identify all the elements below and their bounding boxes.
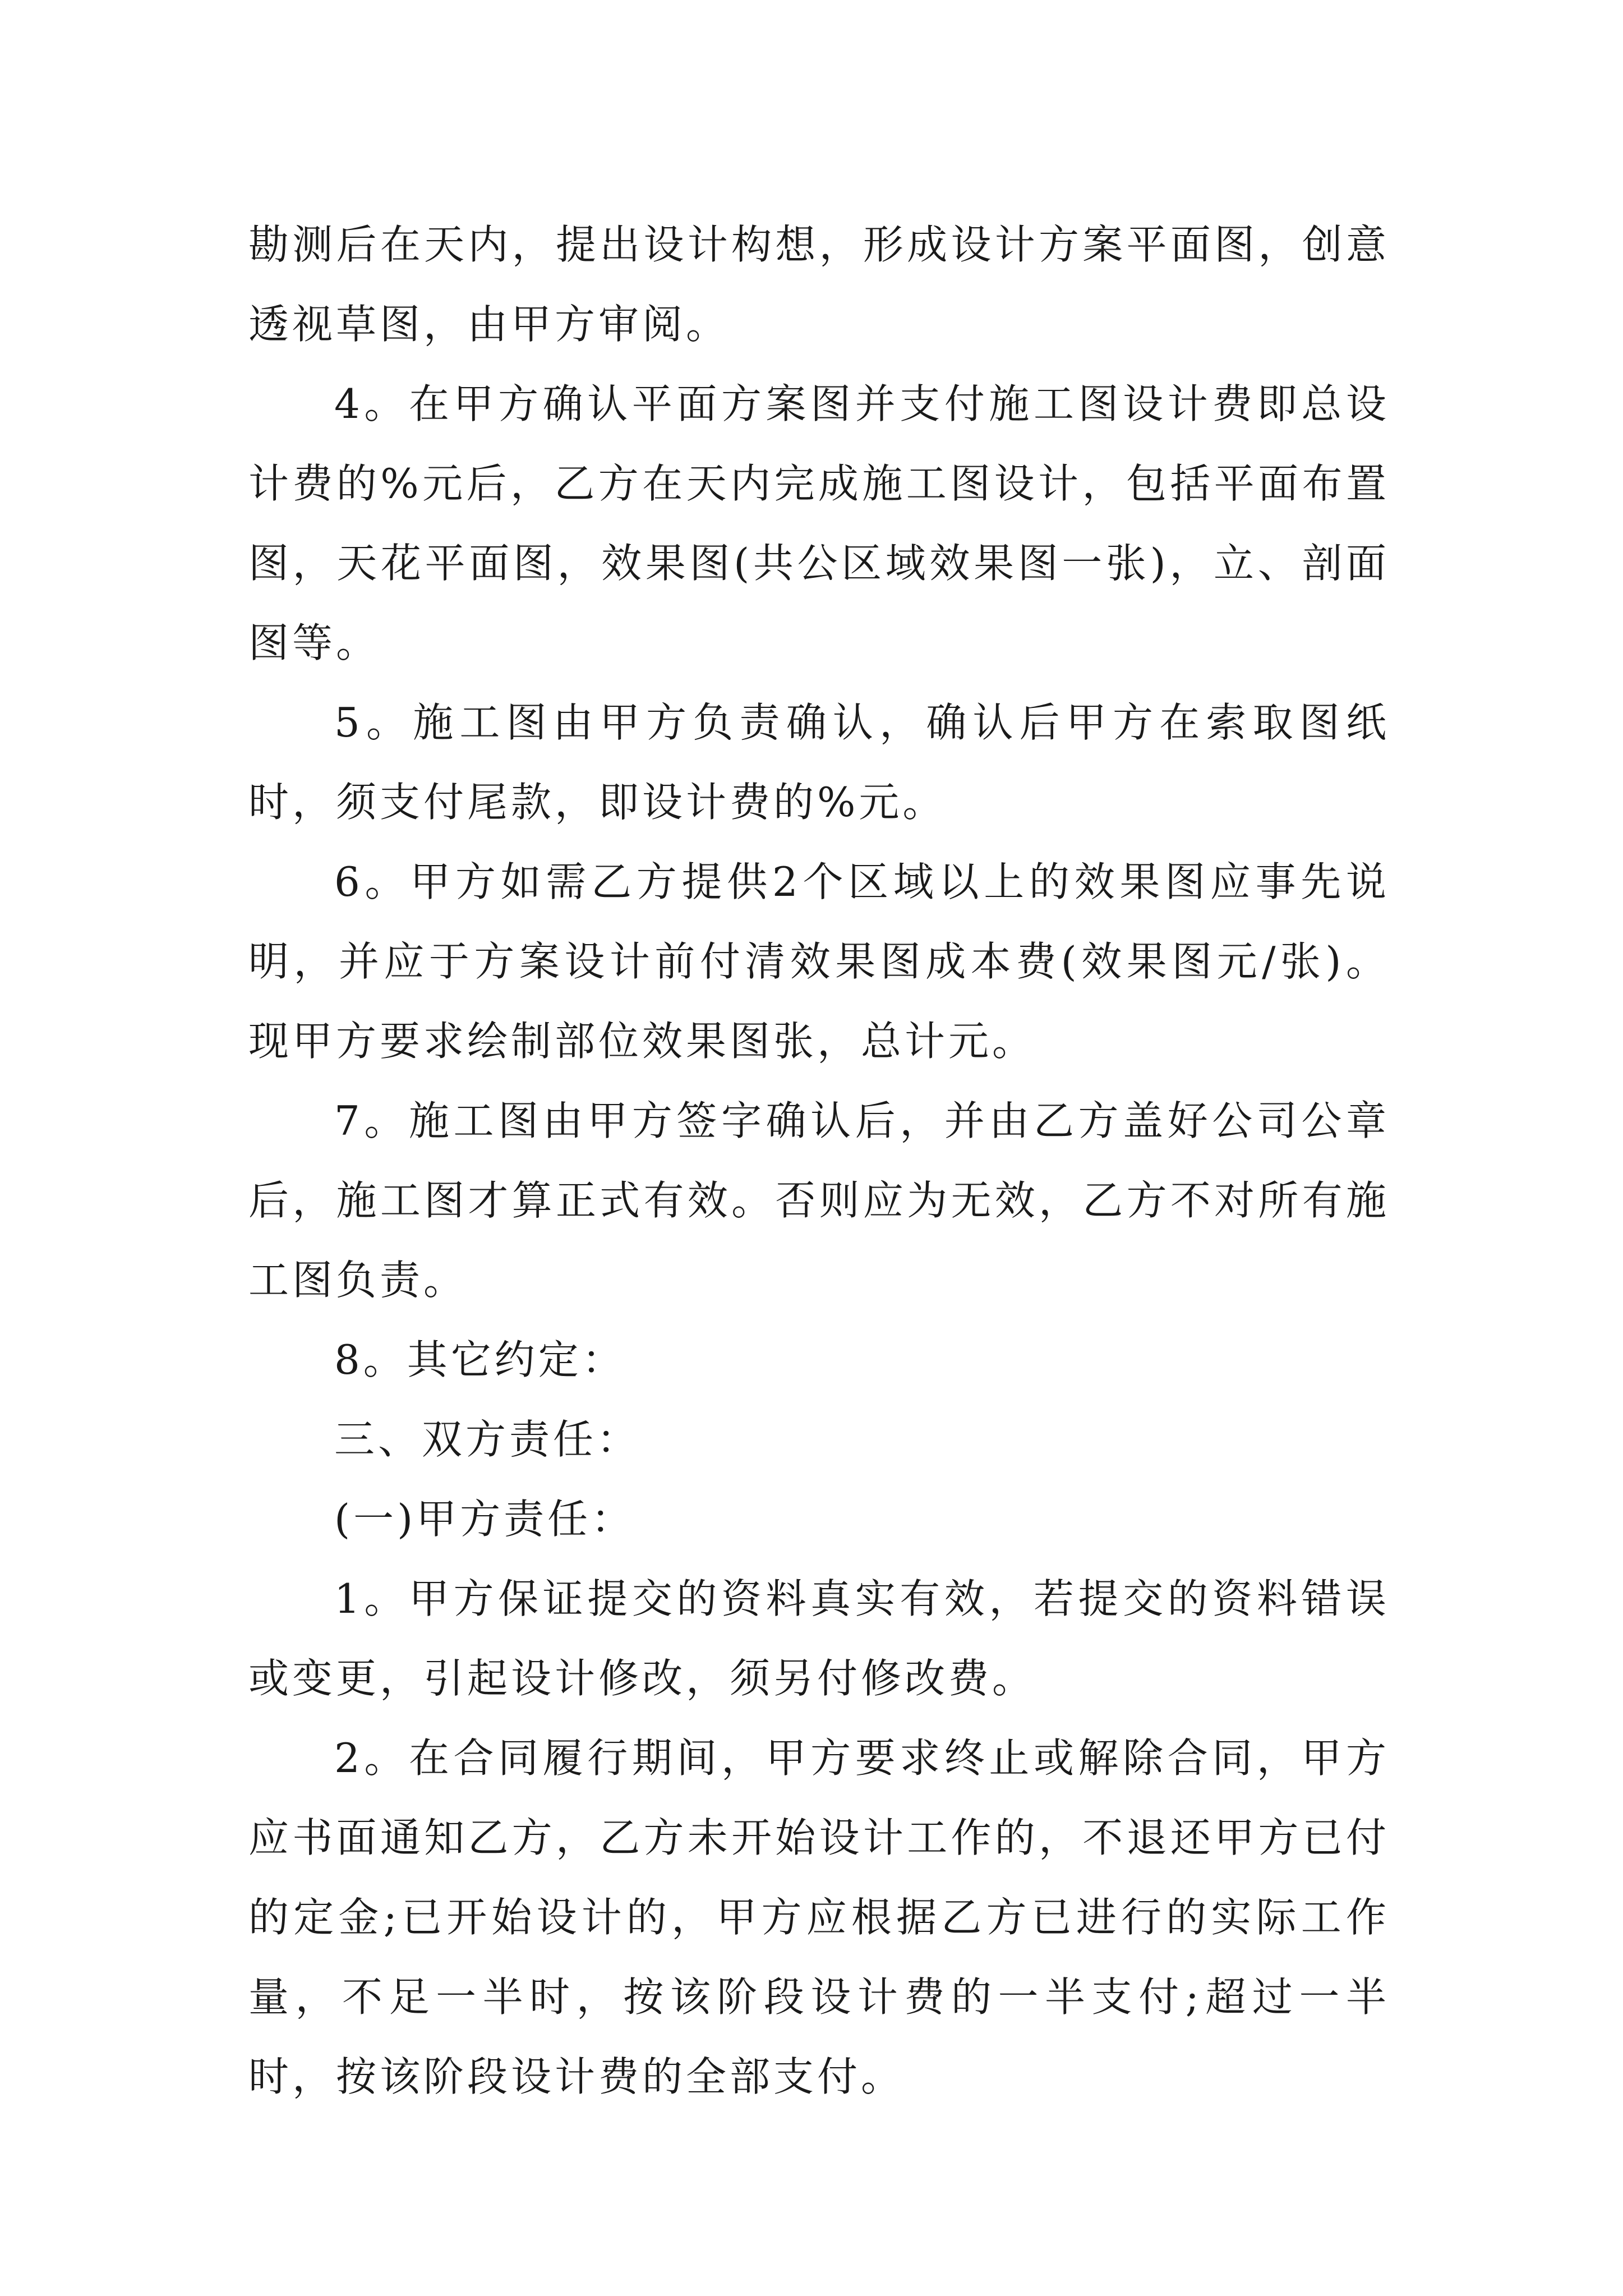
paragraph-item-7: 7。施工图由甲方签字确认后，并由乙方盖好公司公章后，施工图才算正式有效。否则应为无效，乙方不对所有施工图负责。	[248, 1097, 1390, 1304]
paragraph-item-5: 5。施工图由甲方负责确认，确认后甲方在索取图纸时，须支付尾款，即设计费的%元。	[248, 699, 1390, 826]
subsection-heading-party-a: (一)甲方责任：	[334, 1496, 635, 1543]
paragraph-item-4: 4。在甲方确认平面方案图并支付施工图设计费即总设计费的%元后，乙方在天内完成施工图设计，包括平面布置图，天花平面图，效果图(共公区域效果图一张)，立、剖面图等。	[248, 380, 1390, 666]
document-body	[248, 205, 1390, 2116]
paragraph-item-8: 8。其它约定：	[334, 1336, 626, 1383]
paragraph-survey-design: 勘测后在天内，提出设计构想，形成设计方案平面图，创意透视草图，由甲方审阅。	[248, 221, 1390, 348]
paragraph-party-a-1: 1。甲方保证提交的资料真实有效，若提交的资料错误或变更，引起设计修改，须另付修改费。	[248, 1575, 1390, 1702]
paragraph-party-a-2: 2。在合同履行期间，甲方要求终止或解除合同，甲方应书面通知乙方，乙方未开始设计工作的，不退还甲方已付的定金;已开始设计的，甲方应根据乙方已进行的实际工作量，不足一半时，按该阶段设计费的一半支付;超过一半时，按该阶段设计费的全部支付。	[248, 1734, 1390, 2100]
paragraph-item-6: 6。甲方如需乙方提供2个区域以上的效果图应事先说明，并应于方案设计前付清效果图成本费(效果图元/张)。现甲方要求绘制部位效果图张，总计元。	[248, 858, 1390, 1065]
section-heading-responsibilities: 三、双方责任：	[334, 1416, 641, 1463]
